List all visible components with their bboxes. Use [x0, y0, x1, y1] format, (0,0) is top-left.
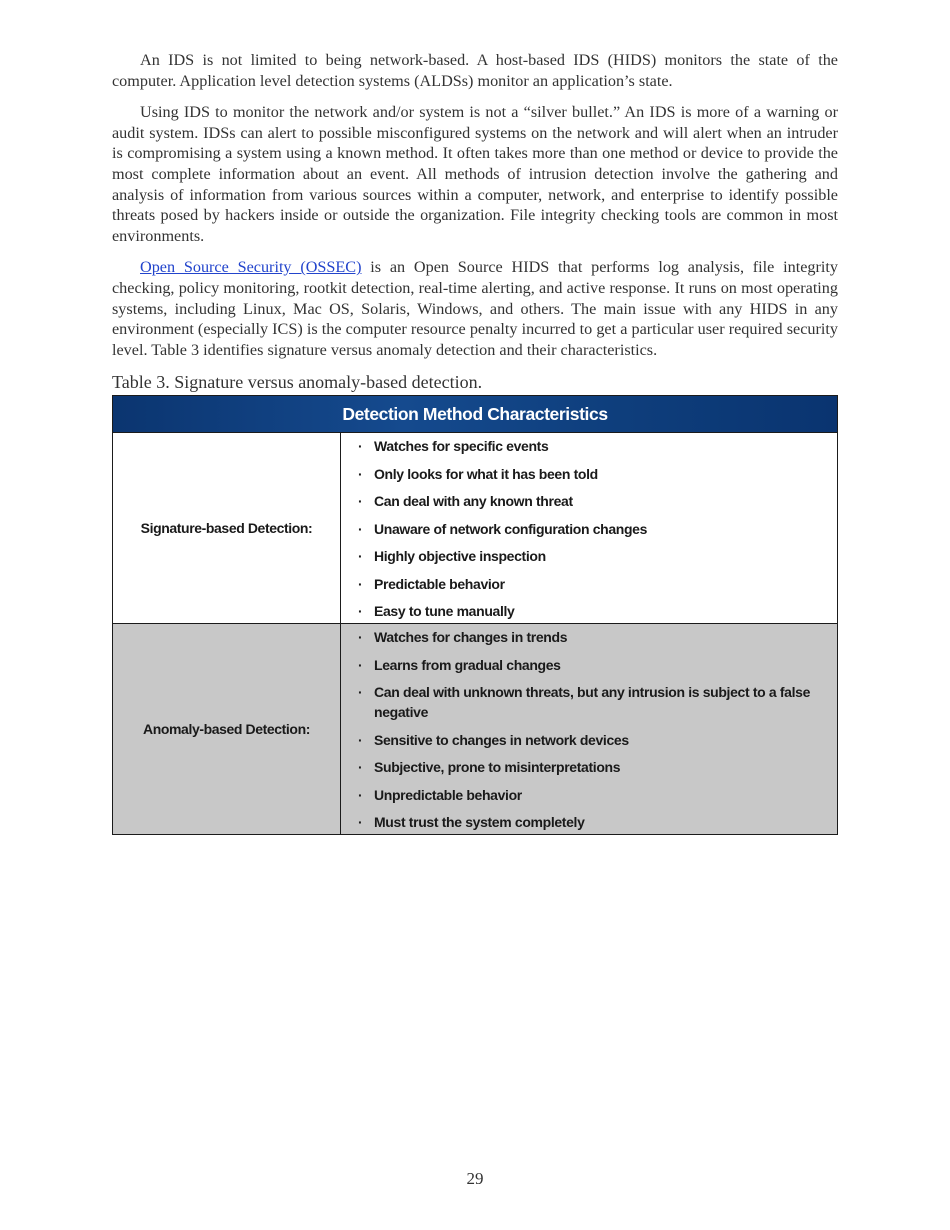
- list-item: · Subjective, prone to misinterpretations: [357, 757, 831, 777]
- table-header: Detection Method Characteristics: [113, 396, 838, 433]
- list-item: · Watches for changes in trends: [357, 627, 831, 647]
- list-item: · Can deal with any known threat: [357, 491, 831, 511]
- list-item: · Sensitive to changes in network devices: [357, 730, 831, 750]
- list-item: · Watches for specific events: [357, 436, 831, 456]
- table-header-row: [113, 396, 838, 433]
- ossec-paragraph-text: is an Open Source HIDS that performs log analysis, file integrity checking, policy monitoring, rootkit detection, real-time alerting, and active response. It runs on most operating systems, including Linux, Mac OS, Solaris, Windows, and others. The main issue with any HIDS in any environment (especially ICS) is the computer resource penalty incurred to get a particular user required security level. Table 3 identifies signature versus anomaly detection and their characteristics.: [112, 258, 838, 359]
- signature-row: [113, 433, 838, 624]
- list-item: · Highly objective inspection: [357, 546, 831, 566]
- list-item: · Must trust the system completely: [357, 812, 831, 832]
- list-item: · Unpredictable behavior: [357, 785, 831, 805]
- list-item: · Predictable behavior: [357, 574, 831, 594]
- page-number: 29: [466, 1169, 484, 1188]
- list-item: · Unaware of network configuration changes: [357, 519, 831, 539]
- paragraph-silver-bullet: Using IDS to monitor the network and/or system is not a “silver bullet.” An IDS is more of a warning or audit system. IDSs can alert to possible misconfigured systems on the network and will alert when an intruder is compromising a system using a known method. It often takes more than one method or device to provide the most complete information about an event. All methods of intrusion detection involve the gathering and analysis of information from various sources within a computer, network, and enterprise to identify possible threats posed by hackers inside or outside the organization. File integrity checking tools are common in most environments.: [112, 103, 838, 245]
- table-caption: Table 3. Signature versus anomaly-based detection.: [112, 372, 483, 393]
- anomaly-label: Anomaly-based Detection:: [113, 624, 341, 835]
- anomaly-list: [357, 627, 831, 832]
- paragraph-ids-types: An IDS is not limited to being network-based. A host-based IDS (HIDS) monitors the state of the computer. Application level detection systems (ALDSs) monitor an application’s state.: [112, 51, 838, 90]
- anomaly-characteristics: [341, 624, 838, 835]
- list-item: · Easy to tune manually: [357, 601, 831, 621]
- paragraph-ossec: [112, 257, 838, 360]
- signature-characteristics: [341, 433, 838, 624]
- list-item: · Can deal with unknown threats, but any intrusion is subject to a false negative: [357, 682, 831, 722]
- document-page: [112, 50, 838, 835]
- list-item: · Learns from gradual changes: [357, 655, 831, 675]
- detection-methods-table: [112, 395, 838, 835]
- signature-label: Signature-based Detection:: [113, 433, 341, 624]
- signature-list: [357, 436, 831, 621]
- ossec-link[interactable]: Open Source Security (OSSEC): [140, 258, 362, 277]
- anomaly-row: [113, 624, 838, 835]
- list-item: · Only looks for what it has been told: [357, 464, 831, 484]
